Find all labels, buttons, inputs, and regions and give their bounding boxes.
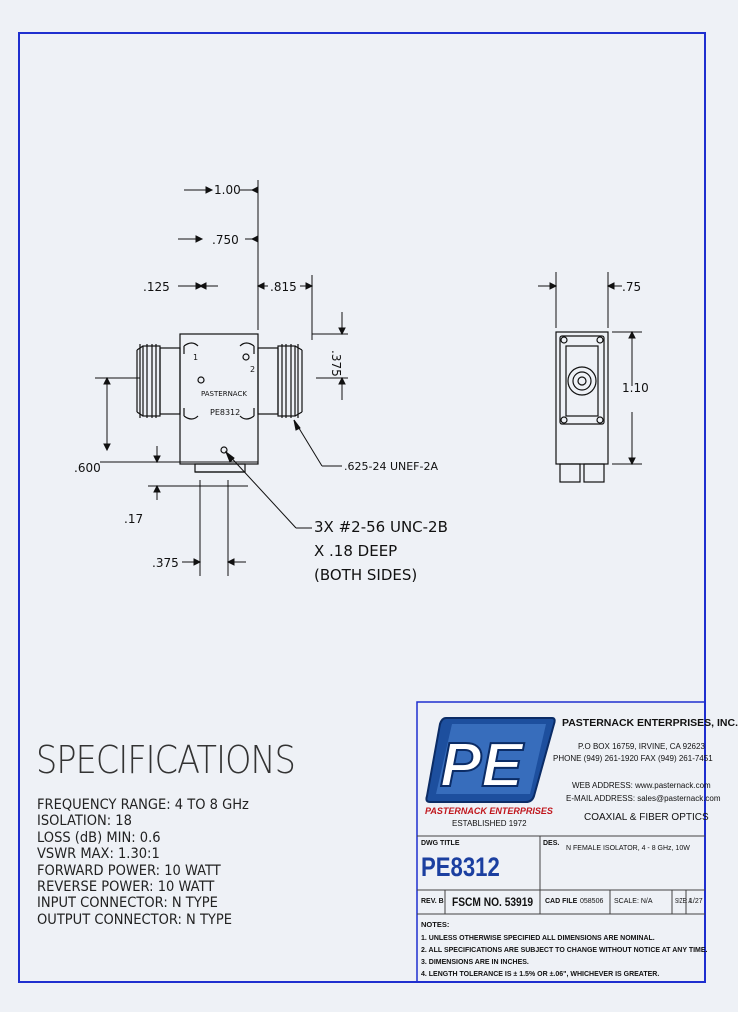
dim-75: .75 [622,280,642,294]
dim-750: .750 [212,233,239,247]
dim-17: .17 [124,512,144,526]
company-web: WEB ADDRESS: www.pasternack.com [572,781,711,790]
holes-callout-line2: X .18 DEEP [314,542,398,560]
sheet-number: 1/27 [689,898,703,905]
side-dimensions [538,272,642,464]
port-1-label: 1 [193,353,199,362]
fscm-number: FSCM NO. 53919 [452,895,534,909]
dim-1-00: 1.00 [214,183,241,197]
spec-item: FREQUENCY RANGE: 4 TO 8 GHz [37,797,249,813]
dim-600: .600 [74,461,101,475]
dim-815: .815 [270,280,297,294]
spec-item: FORWARD POWER: 10 WATT [37,862,221,879]
size: SIZE: A [675,898,692,905]
spec-item: REVERSE POWER: 10 WATT [37,879,215,896]
company-tagline: COAXIAL & FIBER OPTICS [584,812,709,823]
spec-item: OUTPUT CONNECTOR: N TYPE [37,911,233,928]
part-model-text: PE8312 [210,408,241,417]
scale: SCALE: N/A [614,898,653,905]
specifications-title: SPECIFICATIONS [36,738,295,782]
notes-label: NOTES: [421,920,450,929]
note-item: 1. UNLESS OTHERWISE SPECIFIED ALL DIMENSIONS ARE NOMINAL. [421,935,655,942]
rev-label: REV. B [421,898,444,905]
pe-logo [426,718,554,802]
dim-375-top: .375 [329,350,343,377]
thread-callout: .625-24 UNEF-2A [344,460,439,473]
specifications-list [37,797,272,928]
des-label: DES. [543,840,560,847]
cad-file-value: 058506 [580,898,604,905]
dim-1-10: 1.10 [622,381,649,395]
spec-item: LOSS (dB) MIN: 0.6 [37,829,161,846]
note-item: 3. DIMENSIONS ARE IN INCHES. [421,959,529,966]
established: ESTABLISHED 1972 [452,819,527,828]
company-address: P.O BOX 16759, IRVINE, CA 92623 [578,742,705,751]
dwg-title-label: DWG TITLE [421,840,460,847]
spec-item: VSWR MAX: 1.30:1 [37,846,160,863]
front-view [137,334,302,472]
company-name: PASTERNACK ENTERPRISES, INC. [562,717,738,729]
dim-125: .125 [143,280,170,294]
logo-letters: PE [440,731,523,800]
holes-callout-line3: (BOTH SIDES) [314,566,418,584]
description: N FEMALE ISOLATOR, 4 - 8 GHz, 10W [566,845,690,852]
spec-item: INPUT CONNECTOR: N TYPE [37,895,218,912]
side-view [556,332,608,482]
company-email: E-MAIL ADDRESS: sales@pasternack.com [566,794,721,803]
dwg-number: PE8312 [421,852,500,882]
part-brand-text: PASTERNACK [201,390,247,398]
holes-callout-line1: 3X #2-56 UNC-2B [314,518,448,536]
spec-item: ISOLATION: 18 [37,813,132,830]
cad-file-label: CAD FILE [545,898,578,905]
note-item: 2. ALL SPECIFICATIONS ARE SUBJECT TO CHANGE WITHOUT NOTICE AT ANY TIME. [421,947,708,954]
company-phone: PHONE (949) 261-1920 FAX (949) 261-7451 [553,754,713,763]
dim-375-bottom: .375 [152,556,179,570]
side-body [556,332,608,464]
note-item: 4. LENGTH TOLERANCE IS ± 1.5% OR ±.06", WHICHEVER IS GREATER. [421,971,660,978]
notes-list [421,933,708,981]
logo-brand: PASTERNACK ENTERPRISES [425,806,553,816]
port-2-label: 2 [250,365,256,374]
